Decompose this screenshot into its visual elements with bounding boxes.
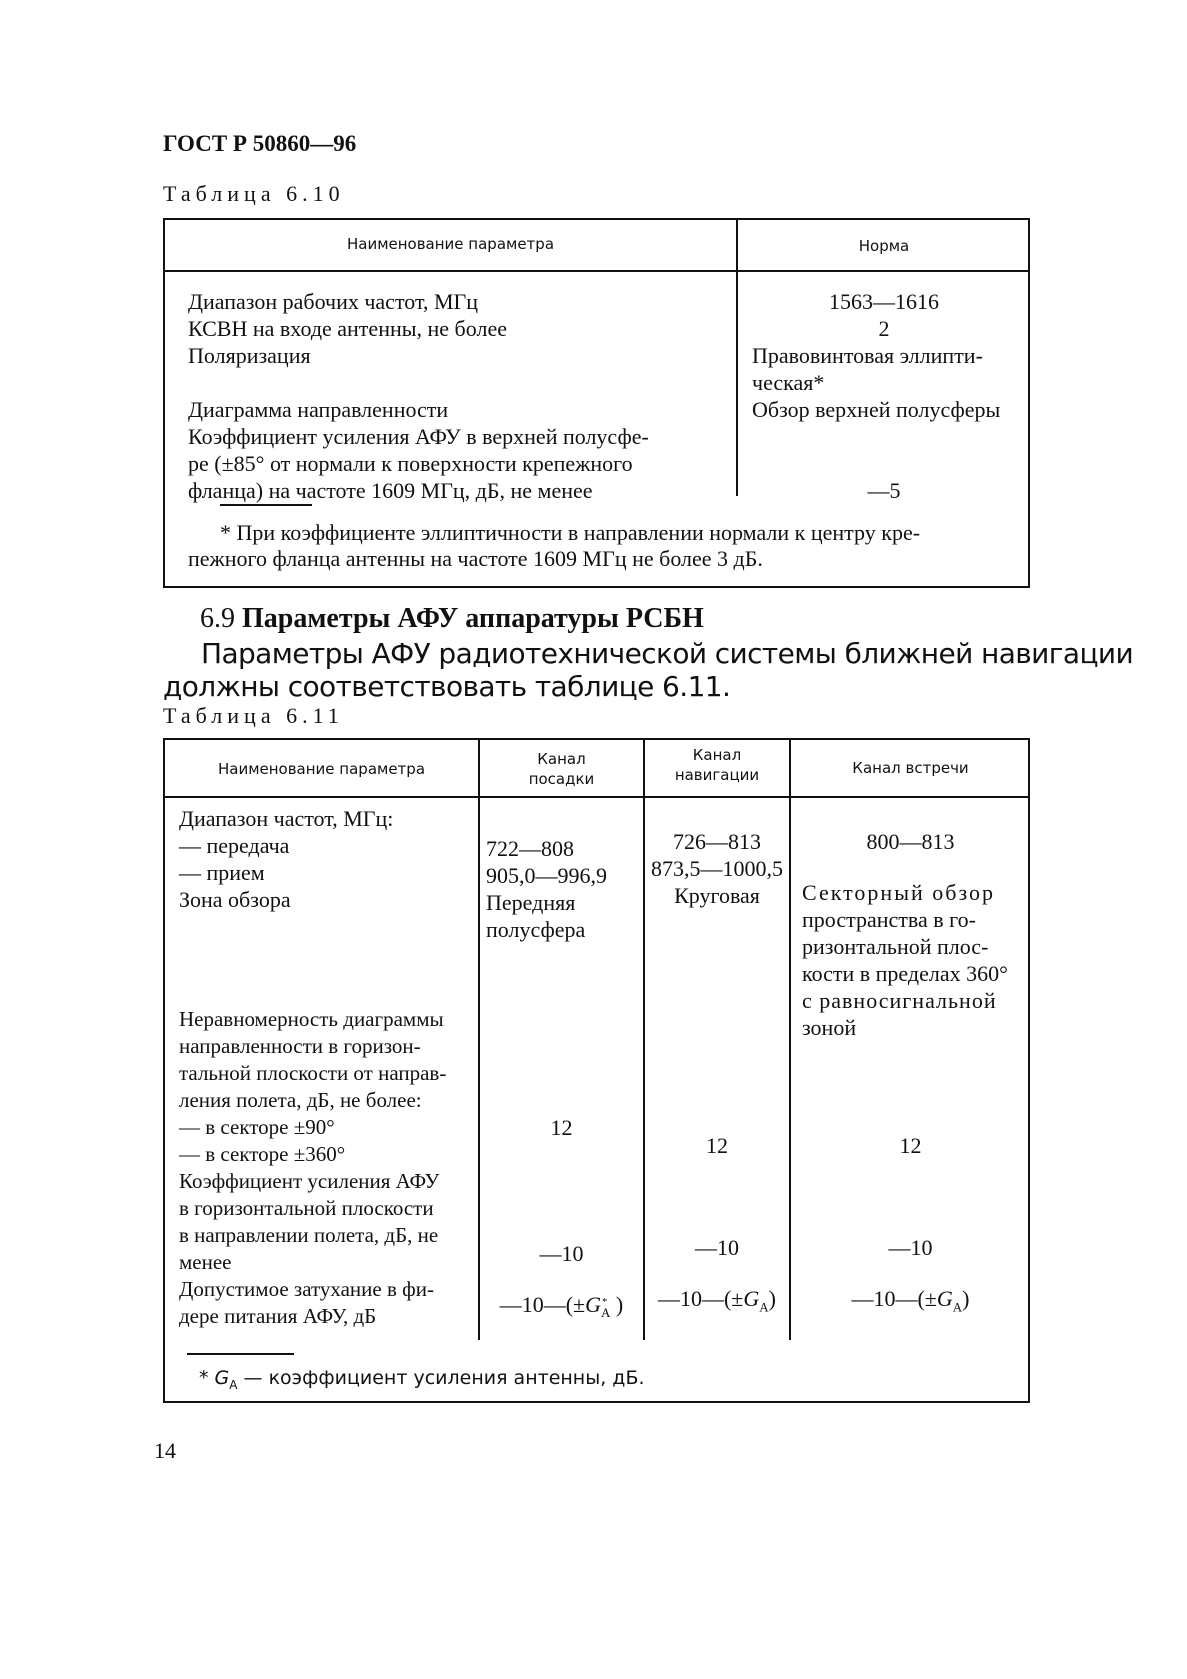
norm-spacer-2: [738, 450, 1030, 477]
uneven-label-3: тальной плоскости от направ-: [179, 1061, 447, 1085]
meet-uneven-360: 12: [899, 1133, 922, 1158]
table-6-10-param-column: [188, 288, 649, 504]
meet-zone-2: пространства в го-: [802, 907, 976, 932]
gain-label-2: в горизонтальной плоскости: [179, 1196, 434, 1220]
table-6-10-header-divider: [165, 270, 1028, 272]
zone-label: Зона обзора: [179, 887, 291, 912]
table-6-10: [163, 218, 1030, 588]
table-6-10-footnote-line2: пежного фланца антенны на частоте 1609 МГц не более 3 дБ.: [188, 546, 763, 571]
gain-label-4: менее: [179, 1250, 232, 1274]
nav-zone: Круговая: [674, 883, 760, 908]
param-gain-line2: ре (±85° от нормали к поверхности крепежного: [188, 451, 633, 476]
nav-uneven-360: 12: [706, 1133, 728, 1158]
norm-spacer-1: [738, 423, 1030, 450]
freq-label: Диапазон частот, МГц:: [179, 806, 394, 831]
page-number: 14: [154, 1438, 176, 1463]
table-6-11-footnote-rule: [187, 1353, 294, 1355]
document-id: ГОСТ Р 50860—96: [163, 131, 357, 156]
norm-gain: —5: [867, 478, 901, 503]
table-6-11-footnote: * $G_A$ — коэффициент усиления антенны, дБ.: [199, 1367, 645, 1392]
landing-tx: 722—808: [486, 836, 574, 861]
header-landing-line1: Канал: [537, 750, 586, 768]
meet-attenuation: $—10—(\pm G_A)$: [851, 1286, 970, 1315]
uneven-label-1: Неравномерность диаграммы: [179, 1007, 444, 1031]
meet-zone-5: с равносигнальной: [802, 988, 997, 1013]
freq-tx-label: — передача: [179, 833, 290, 858]
atten-label-2: дере питания АФУ, дБ: [179, 1304, 377, 1328]
section-heading: [200, 603, 704, 635]
header-nav: [645, 745, 789, 785]
param-gain-line3: фланца) на частоте 1609 МГц, дБ, не менее: [188, 478, 593, 503]
meet-tx: 800—813: [866, 829, 955, 854]
nav-rx: 873,5—1000,5: [651, 856, 783, 881]
norm-freq-range: 1563—1616: [829, 289, 939, 314]
section-text-line2: должны соответствовать таблице 6.11.: [163, 670, 731, 703]
header-meeting: Канал встречи: [852, 759, 969, 777]
param-pattern: Диаграмма направленности: [188, 397, 449, 422]
meet-gain: —10: [888, 1235, 933, 1260]
meet-zone-1: Секторный обзор: [802, 880, 996, 905]
table-6-10-norm-column: [738, 288, 1030, 504]
nav-tx: 726—813: [673, 829, 761, 854]
table-6-10-footnote-line1: * При коэффициенте эллиптичности в направлении нормали к центру кре-: [220, 520, 921, 545]
header-nav-line1: Канал: [692, 746, 742, 764]
header-landing: [480, 749, 643, 789]
table-6-10-header-norm: Норма: [858, 237, 910, 255]
header-nav-line2: навигации: [674, 766, 760, 784]
footnote-rule: [220, 504, 312, 506]
meet-zone-3: ризонтальной плос-: [802, 934, 989, 959]
norm-vswr: 2: [878, 316, 890, 341]
norm-polarization-line1: Правовинтовая эллипти-: [752, 343, 983, 368]
param-vswr: КСВН на входе антенны, не более: [188, 316, 507, 341]
table-6-11: [163, 738, 1030, 1403]
section-title: Параметры АФУ аппаратуры РСБН: [242, 603, 704, 634]
param-column-lower: [179, 1006, 446, 1330]
table-6-10-caption: Таблица 6.10: [163, 181, 345, 206]
header-landing-line2: посадки: [528, 770, 595, 788]
landing-rx: 905,0—996,9: [486, 863, 607, 888]
landing-gain: —10: [539, 1241, 584, 1266]
meet-zone: [802, 879, 1008, 1041]
uneven-label-2: направленности в горизон-: [179, 1034, 421, 1058]
uneven-label-4: ления полета, дБ, не более:: [179, 1088, 422, 1112]
sector-90-label: — в секторе ±90°: [179, 1115, 335, 1139]
table-6-11-caption: Таблица 6.11: [163, 703, 344, 728]
param-freq-range: Диапазон рабочих частот, МГц: [188, 289, 478, 314]
param-spacer: [188, 369, 649, 396]
section-text-line1: Параметры АФУ радиотехнической системы ближней навигации: [201, 637, 1134, 670]
nav-gain: —10: [695, 1235, 739, 1260]
table-6-10-header-param: Наименование параметра: [346, 235, 555, 253]
param-column: [179, 805, 393, 913]
landing-zone-2: полусфера: [486, 917, 586, 942]
sector-360-label: — в секторе ±360°: [179, 1142, 346, 1166]
meet-zone-6: зоной: [802, 1015, 857, 1040]
nav-attenuation: $—10—(\pm G_A)$: [657, 1286, 776, 1315]
landing-column: [486, 835, 607, 943]
gain-label-3: в направлении полета, дБ, не: [179, 1223, 439, 1247]
landing-zone-1: Передняя: [486, 890, 576, 915]
landing-attenuation: $—10—(\pm G_{A *}$ ): [499, 1292, 624, 1321]
freq-rx-label: — прием: [179, 860, 265, 885]
gain-label-1: Коэффициент усиления АФУ: [179, 1169, 440, 1193]
section-number: 6.9: [200, 603, 235, 634]
norm-polarization-line2: ческая*: [752, 370, 825, 395]
header-param: Наименование параметра: [217, 760, 426, 778]
param-gain-line1: Коэффициент усиления АФУ в верхней полусфе-: [188, 424, 649, 449]
param-polarization: Поляризация: [188, 343, 311, 368]
landing-uneven-90: 12: [550, 1115, 573, 1140]
norm-pattern: Обзор верхней полусферы: [752, 397, 1001, 422]
table-6-11-header-divider: [165, 796, 1028, 798]
meet-zone-4: кости в пределах 360°: [802, 961, 1008, 986]
nav-column: [645, 828, 789, 909]
atten-label-1: Допустимое затухание в фи-: [179, 1277, 434, 1301]
